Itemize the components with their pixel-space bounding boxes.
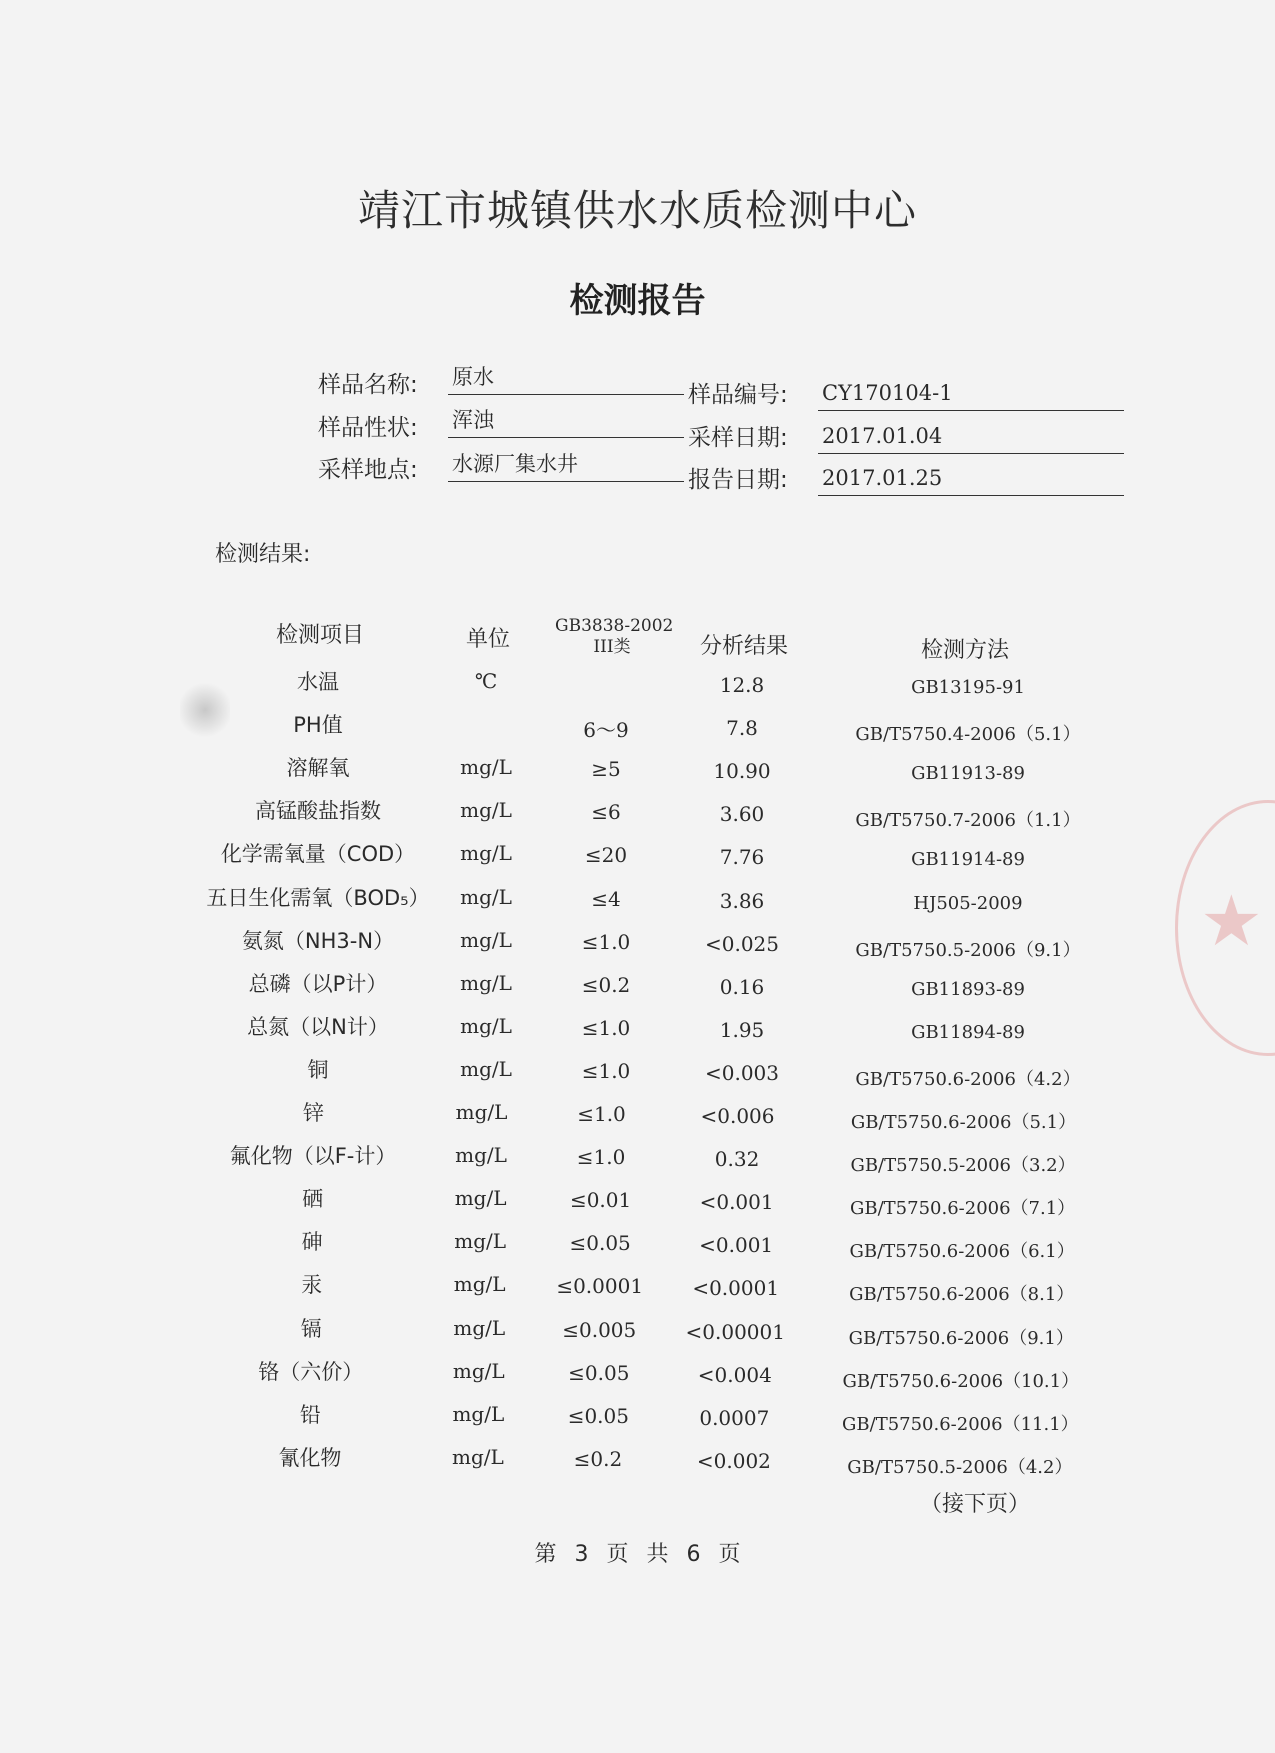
cell-standard: ≤0.05 bbox=[569, 1231, 631, 1256]
cell-result: 0.0007 bbox=[699, 1405, 770, 1430]
cell-unit: mg/L bbox=[452, 1358, 505, 1383]
cell-method: GB13195-91 bbox=[911, 677, 1025, 698]
page-footer bbox=[0, 1537, 1275, 1568]
cell-method: GB/T5750.4-2006（5.1） bbox=[855, 724, 1081, 746]
sampling-site-label: 采样地点: bbox=[318, 457, 418, 483]
sampling-site-value: 水源厂集水井 bbox=[448, 449, 684, 482]
cell-standard: ≤0.2 bbox=[581, 972, 631, 997]
continue-note: （接下页） bbox=[920, 1492, 1031, 1517]
table-row bbox=[0, 1140, 1275, 1180]
organization-title: 靖江市城镇供水水质检测中心 bbox=[357, 186, 917, 235]
header-method: 检测方法 bbox=[921, 638, 1010, 663]
cell-result: <0.001 bbox=[699, 1190, 774, 1215]
cell-item: 化学需氧量（COD） bbox=[220, 842, 416, 867]
table-row bbox=[0, 882, 1275, 922]
cell-result: <0.0001 bbox=[692, 1276, 780, 1301]
cell-standard: ≤1.0 bbox=[576, 1145, 626, 1170]
cell-unit: mg/L bbox=[454, 1186, 507, 1211]
cell-item: 氟化物（以F-计） bbox=[229, 1144, 397, 1169]
header-item: 检测项目 bbox=[276, 623, 365, 648]
cell-item: 铬（六价） bbox=[258, 1359, 364, 1384]
cell-item: 硒 bbox=[302, 1187, 324, 1212]
cell-method: GB/T5750.5-2006（3.2） bbox=[850, 1155, 1076, 1177]
table-row bbox=[0, 709, 1275, 749]
cell-result: 10.90 bbox=[713, 759, 771, 784]
cell-item: 氰化物 bbox=[278, 1445, 342, 1470]
footer-page-number: 3 bbox=[574, 1542, 589, 1567]
cell-method: GB11894-89 bbox=[911, 1021, 1025, 1043]
cell-method: GB/T5750.6-2006（7.1） bbox=[850, 1198, 1076, 1220]
cell-item: 铜 bbox=[307, 1057, 329, 1082]
cell-standard: ≤6 bbox=[591, 800, 621, 825]
cell-result: <0.001 bbox=[699, 1233, 774, 1258]
cell-standard: ≤0.05 bbox=[568, 1360, 630, 1385]
cell-standard: ≤4 bbox=[591, 886, 621, 911]
sample-property-value: 浑浊 bbox=[448, 405, 684, 438]
cell-standard: ≤0.005 bbox=[562, 1317, 637, 1342]
cell-method: GB11913-89 bbox=[911, 763, 1025, 785]
cell-item: 高锰酸盐指数 bbox=[255, 799, 381, 824]
report-date-label: 报告日期: bbox=[688, 467, 788, 493]
cell-result: 3.60 bbox=[719, 802, 765, 827]
cell-method: GB/T5750.5-2006（9.1） bbox=[855, 939, 1081, 961]
cell-method: GB/T5750.6-2006（9.1） bbox=[848, 1327, 1074, 1349]
header-standard-line2: III类 bbox=[593, 637, 631, 657]
table-row bbox=[0, 1054, 1275, 1094]
cell-result: 3.86 bbox=[719, 888, 765, 913]
table-row bbox=[0, 1183, 1275, 1223]
cell-item: 铅 bbox=[299, 1402, 321, 1427]
cell-item: 汞 bbox=[301, 1273, 323, 1298]
cell-item: 锌 bbox=[303, 1101, 324, 1125]
cell-result: <0.004 bbox=[697, 1362, 772, 1387]
table-row bbox=[0, 666, 1275, 706]
cell-unit: mg/L bbox=[460, 884, 512, 909]
cell-standard: ≤0.01 bbox=[569, 1188, 632, 1213]
cell-result: 12.8 bbox=[719, 673, 765, 697]
cell-method: GB/T5750.6-2006（4.2） bbox=[855, 1068, 1081, 1090]
footer-middle2: 共 bbox=[646, 1542, 669, 1567]
cell-standard: ≤0.0001 bbox=[556, 1274, 644, 1299]
cell-result: 0.16 bbox=[719, 974, 765, 999]
cell-method: GB/T5750.6-2006（6.1） bbox=[849, 1241, 1075, 1263]
table-row bbox=[0, 752, 1275, 792]
table-row bbox=[0, 838, 1275, 878]
cell-standard: ≤0.05 bbox=[567, 1403, 629, 1428]
footer-suffix: 页 bbox=[718, 1542, 741, 1567]
sample-no-label: 样品编号: bbox=[688, 382, 788, 408]
sampling-date-label: 采样日期: bbox=[688, 425, 788, 451]
cell-standard: ≥5 bbox=[591, 757, 621, 782]
report-title: 检测报告 bbox=[569, 281, 706, 321]
sample-no-value: CY170104-1 bbox=[818, 378, 1124, 411]
table-row bbox=[0, 1011, 1275, 1051]
cell-item: PH值 bbox=[293, 713, 343, 738]
cell-unit: mg/L bbox=[460, 798, 512, 823]
table-row bbox=[0, 1313, 1275, 1353]
sample-name-label: 样品名称: bbox=[318, 372, 418, 398]
sample-name-value: 原水 bbox=[448, 362, 684, 395]
cell-method: GB11893-89 bbox=[911, 978, 1025, 1000]
cell-unit: mg/L bbox=[451, 1444, 504, 1469]
cell-method: GB/T5750.6-2006（8.1） bbox=[849, 1284, 1075, 1306]
cell-result: <0.006 bbox=[700, 1104, 775, 1128]
cell-item: 镉 bbox=[300, 1316, 322, 1341]
cell-unit: mg/L bbox=[455, 1100, 508, 1124]
table-row bbox=[0, 968, 1275, 1008]
cell-standard: ≤1.0 bbox=[581, 1015, 631, 1040]
cell-unit: mg/L bbox=[460, 1056, 512, 1081]
cell-result: 7.8 bbox=[726, 716, 758, 741]
cell-item: 砷 bbox=[301, 1230, 323, 1255]
cell-unit: mg/L bbox=[460, 755, 512, 780]
table-row bbox=[0, 1097, 1275, 1137]
table-row bbox=[0, 925, 1275, 965]
cell-standard: ≤1.0 bbox=[581, 929, 631, 954]
sampling-date-value: 2017.01.04 bbox=[818, 421, 1124, 454]
footer-prefix: 第 bbox=[534, 1542, 557, 1567]
cell-result: 1.95 bbox=[719, 1017, 765, 1042]
cell-unit: ℃ bbox=[474, 669, 498, 693]
cell-result: <0.025 bbox=[704, 931, 780, 956]
cell-method: GB/T5750.5-2006（4.2） bbox=[847, 1456, 1073, 1478]
table-row bbox=[0, 1226, 1275, 1266]
cell-item: 水温 bbox=[297, 670, 339, 694]
header-unit: 单位 bbox=[466, 627, 511, 652]
footer-total-pages: 6 bbox=[686, 1542, 701, 1567]
cell-item: 氨氮（NH3-N） bbox=[241, 928, 395, 953]
cell-item: 五日生化需氧（BOD₅） bbox=[206, 885, 430, 910]
cell-standard: ≤1.0 bbox=[577, 1102, 626, 1126]
results-label: 检测结果: bbox=[215, 542, 311, 567]
header-result: 分析结果 bbox=[700, 634, 789, 659]
table-row bbox=[0, 1269, 1275, 1309]
cell-method: GB/T5750.6-2006（10.1） bbox=[842, 1370, 1080, 1392]
header-standard-line1: GB3838-2002 bbox=[555, 616, 674, 636]
report-date-value: 2017.01.25 bbox=[818, 463, 1124, 496]
cell-item: 总氮（以N计） bbox=[247, 1014, 389, 1039]
cell-method: GB/T5750.6-2006（11.1） bbox=[842, 1413, 1079, 1435]
cell-result: 7.76 bbox=[719, 845, 765, 870]
cell-unit: mg/L bbox=[454, 1229, 507, 1254]
cell-unit: mg/L bbox=[452, 1401, 505, 1426]
cell-standard: ≤20 bbox=[584, 843, 628, 868]
table-row bbox=[0, 1442, 1275, 1482]
cell-method: GB/T5750.7-2006（1.1） bbox=[855, 810, 1081, 832]
footer-middle1: 页 bbox=[606, 1542, 629, 1567]
cell-unit: mg/L bbox=[460, 841, 512, 866]
cell-item: 溶解氧 bbox=[286, 756, 350, 781]
table-row bbox=[0, 1399, 1275, 1439]
cell-standard: 6～9 bbox=[583, 718, 629, 743]
cell-standard: ≤0.2 bbox=[573, 1446, 623, 1471]
cell-result: <0.00001 bbox=[685, 1319, 785, 1344]
cell-standard: ≤1.0 bbox=[581, 1058, 631, 1083]
cell-unit: mg/L bbox=[453, 1272, 506, 1297]
cell-unit: mg/L bbox=[460, 970, 512, 995]
cell-unit: mg/L bbox=[453, 1315, 506, 1340]
seal-star-icon: ★ bbox=[1200, 880, 1263, 962]
cell-result: 0.32 bbox=[714, 1147, 760, 1172]
cell-unit: mg/L bbox=[460, 927, 512, 952]
cell-result: <0.002 bbox=[696, 1448, 771, 1473]
cell-method: HJ505-2009 bbox=[913, 892, 1023, 914]
table-row bbox=[0, 1356, 1275, 1396]
cell-method: GB11914-89 bbox=[911, 849, 1025, 871]
cell-item: 总磷（以P计） bbox=[248, 971, 388, 996]
cell-result: <0.003 bbox=[704, 1060, 780, 1085]
cell-unit: mg/L bbox=[460, 1013, 512, 1038]
table-row bbox=[0, 795, 1275, 835]
cell-unit: mg/L bbox=[455, 1143, 507, 1168]
sample-property-label: 样品性状: bbox=[318, 415, 418, 441]
cell-method: GB/T5750.6-2006（5.1） bbox=[850, 1112, 1077, 1133]
